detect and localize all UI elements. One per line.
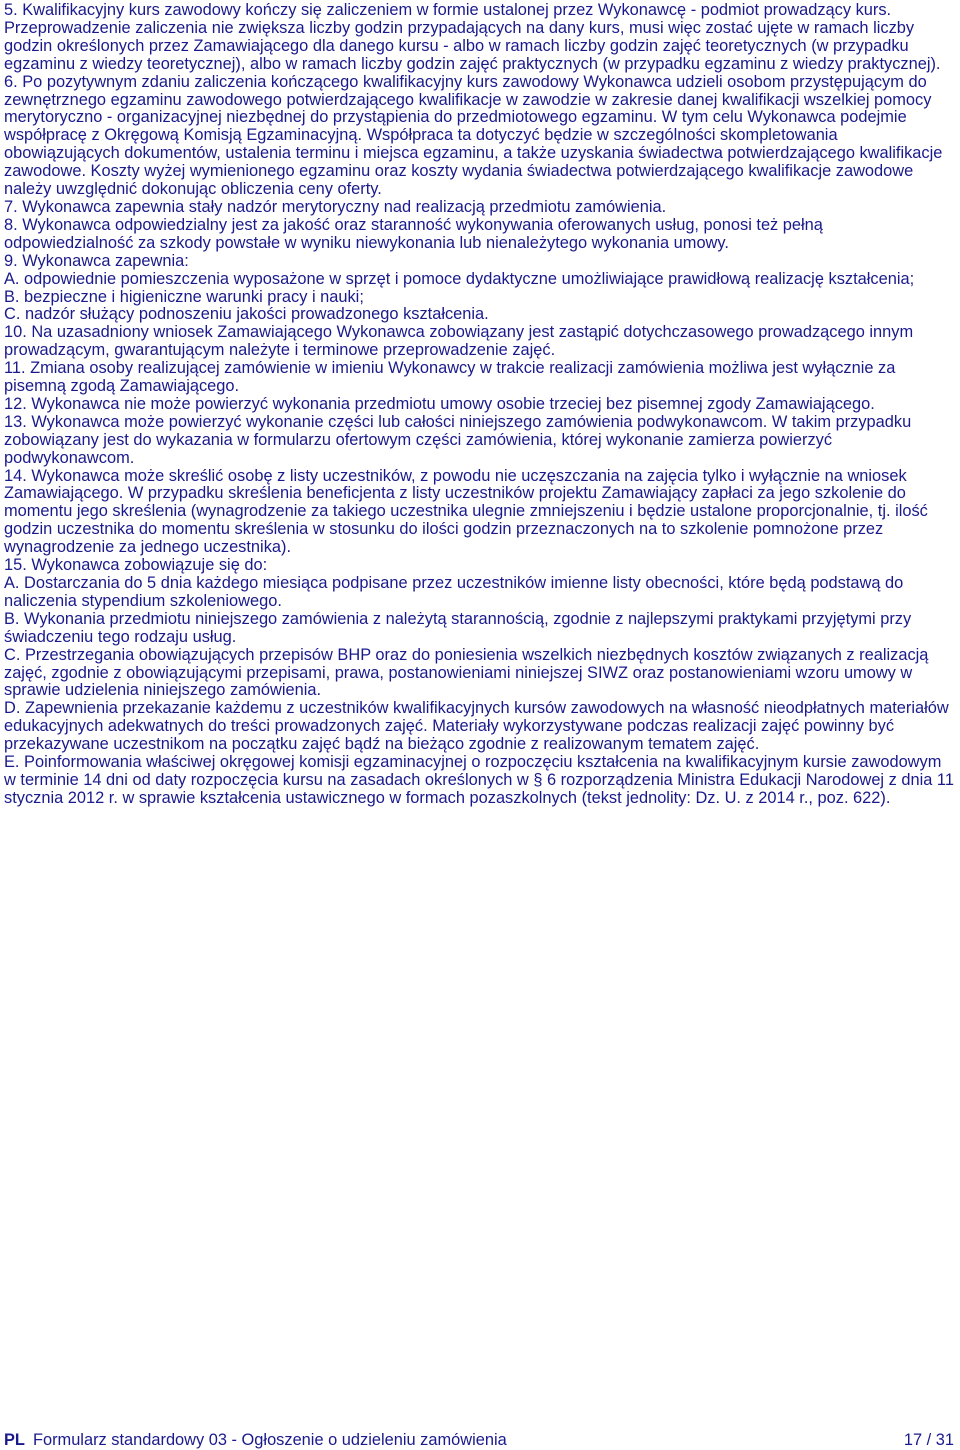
paragraph-7: 7. Wykonawca zapewnia stały nadzór merytoryczny nad realizacją przedmiotu zamówienia. <box>4 197 667 216</box>
footer-language: PL <box>4 1431 25 1449</box>
paragraph-9-a: A. odpowiednie pomieszczenia wyposażone w sprzęt i pomoce dydaktyczne umożliwiające prawidłową realizację kształcenia; <box>4 269 915 288</box>
paragraph-6: 6. Po pozytywnym zdaniu zaliczenia kończącego kwalifikacyjny kurs zawodowy Wykonawca udzieli osobom przystępującym do zewnętrznego egzaminu zawodowego potwierdzającego kwalifikacje w zawodzie w zakresie danej kwalifikacji wszelkiej pomocy merytoryczno - organizacyjnej niezbędnej do przystąpienia do przedmiotowego egzaminu. W tym celu Wykonawca podejmie współpracę z Okręgową Komisją Egzaminacyjną. Współpraca ta dotyczyć będzie w szczególności skompletowania obowiązujących dokumentów, ustalenia terminu i miejsca egzaminu, a także uzyskania świadectwa potwierdzającego kwalifikacje zawodowe. Koszty wyżej wymienionego egzaminu oraz koszty wydania świadectwa potwierdzającego kwalifikacje zawodowe należy uwzględnić dokonując obliczenia ceny oferty. <box>4 72 943 199</box>
paragraph-9: 9. Wykonawca zapewnia: <box>4 251 189 270</box>
paragraph-13: 13. Wykonawca może powierzyć wykonanie części lub całości niniejszego zamówienia podwykonawcom. W takim przypadku zobowiązany jest do wykazania w formularzu ofertowym części zamówienia, której wykonanie zamierza powierzyć podwykonawcom. <box>4 412 912 467</box>
footer-form-title: Formularz standardowy 03 - Ogłoszenie o udzieleniu zamówienia <box>32 1431 507 1449</box>
document-body <box>4 2 956 808</box>
paragraph-15: 15. Wykonawca zobowiązuje się do: <box>4 556 268 575</box>
paragraph-15-c: C. Przestrzegania obowiązujących przepisów BHP oraz do poniesienia wszelkich niezbędnych kosztów związanych z realizacją zajęć, zgodnie z obowiązującymi przepisami, prawa, postanowieniami niniejszej SIWZ oraz postanowieniami wzoru umowy w sprawie udzielenia niniejszego zamówienia. <box>4 645 929 700</box>
paragraph-15-a: A. Dostarczania do 5 dnia każdego miesiąca podpisane przez uczestników imienne listy obecności, które będą podstawą do naliczenia stypendium szkoleniowego. <box>4 574 904 610</box>
paragraph-8: 8. Wykonawca odpowiedzialny jest za jakość oraz staranność wykonywania oferowanych usług, ponosi też pełną odpowiedzialność za szkody powstałe w wyniku niewykonania lub nienależytego wykonania umowy. <box>4 215 823 252</box>
paragraph-15-b: B. Wykonania przedmiotu niniejszego zamówienia z należytą starannością, zgodnie z najlepszymi praktykami przyjętymi przy świadczeniu tego rodzaju usług. <box>4 609 912 646</box>
paragraph-5: 5. Kwalifikacyjny kurs zawodowy kończy się zaliczeniem w formie ustalonej przez Wykonawcę - podmiot prowadzący kurs. Przeprowadzenie zaliczenia nie zwiększa liczby godzin przypadających na dany kurs, musi więc zostać ujęte w ramach liczby godzin określonych przez Zamawiającego dla danego kursu - albo w ramach liczby godzin zajęć teoretycznych (w przypadku egzaminu z wiedzy teoretycznej), albo w ramach liczby godzin zajęć praktycznych (w przypadku egzaminu z wiedzy praktycznej). <box>4 1 941 73</box>
paragraph-11: 11. Zmiana osoby realizującej zamówienie w imieniu Wykonawcy w trakcie realizacji zamówienia możliwa jest wyłącznie za pisemną zgodą Zamawiającego. <box>4 359 896 396</box>
paragraph-12: 12. Wykonawca nie może powierzyć wykonania przedmiotu umowy osobie trzeciej bez pisemnej zgody Zamawiającego. <box>4 394 875 413</box>
footer-page-number: 17 / 31 <box>903 1431 954 1449</box>
paragraph-9-c: C. nadzór służący podnoszeniu jakości prowadzonego kształcenia. <box>4 305 489 324</box>
paragraph-10: 10. Na uzasadniony wniosek Zamawiającego Wykonawca zobowiązany jest zastąpić dotychczasowego prowadzącego innym prowadzącym, gwarantującym należyte i terminowe przeprowadzenie zajęć. <box>4 323 914 360</box>
page-footer <box>4 1430 956 1450</box>
paragraph-14: 14. Wykonawca może skreślić osobę z listy uczestników, z powodu nie uczęszczania na zajęcia tylko i wyłącznie na wniosek Zamawiającego. W przypadku skreślenia beneficjenta z listy uczestników projektu Zamawiający zapłaci za jego szkolenie do momentu jego skreślenia (wynagrodzenie za takiego uczestnika ulegnie zmniejszeniu i będzie ustalone proporcjonalnie, tj. ilość godzin uczestnika do momentu skreślenia w stosunku do ilości godzin przeznaczonych na to szkolenie pomnożone przez wynagrodzenie za jednego uczestnika). <box>4 466 928 557</box>
paragraph-9-b: B. bezpieczne i higieniczne warunki pracy i nauki; <box>4 287 364 306</box>
paragraph-15-d: D. Zapewnienia przekazanie każdemu z uczestników kwalifikacyjnych kursów zawodowych na własność nieodpłatnych materiałów edukacyjnych adekwatnych do treści prowadzonych zajęć. Materiały wykorzystywane podczas realizacji zajęć powinny być przekazywane uczestnikom na początku zajęć bądź na bieżąco zgodnie z realizowanym tematem zajęć. <box>4 699 949 754</box>
paragraph-15-e: E. Poinformowania właściwej okręgowej komisji egzaminacyjnej o rozpoczęciu kształcenia na kwalifikacyjnym kursie zawodowym w terminie 14 dni od daty rozpoczęcia kursu na zasadach określonych w § 6 rozporządzenia Ministra Edukacji Narodowej z dnia 11 stycznia 2012 r. w sprawie kształcenia ustawicznego w formach pozaszkolnych (tekst jednolity: Dz. U. z 2014 r., poz. 622). <box>4 753 954 807</box>
